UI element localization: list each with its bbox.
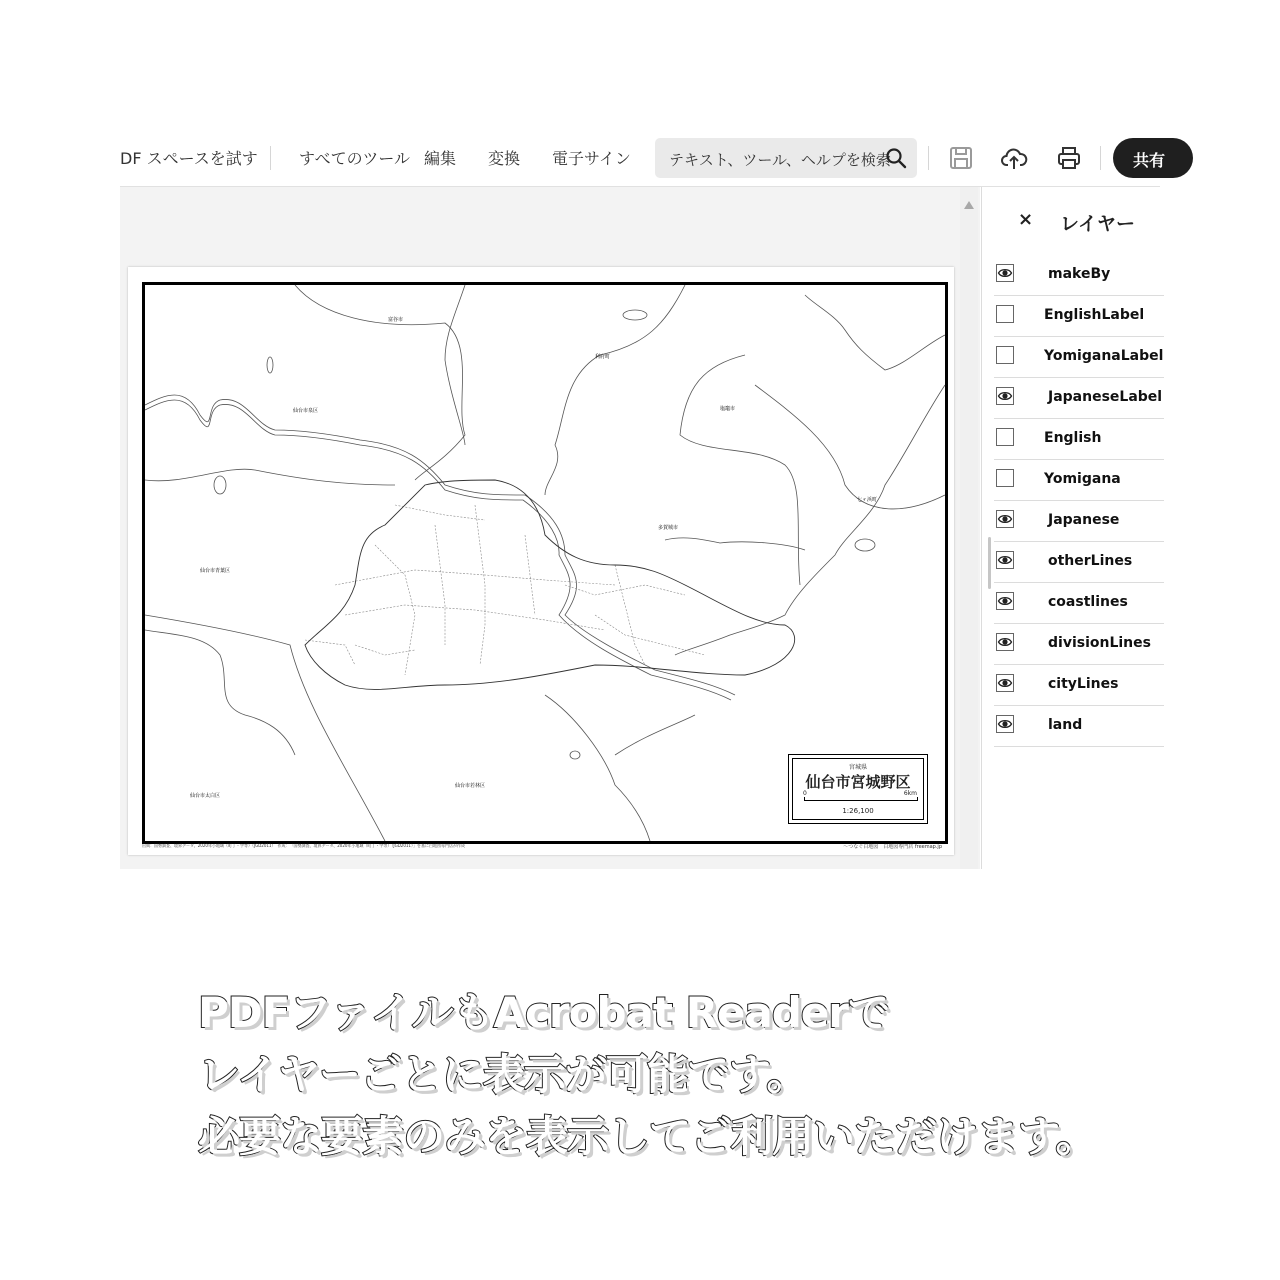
layers-panel-title: レイヤー	[1060, 213, 1136, 235]
layer-visibility-eye-icon[interactable]	[996, 510, 1014, 528]
map-scale: 1:26,100	[842, 807, 874, 815]
layer-visibility-eye-icon[interactable]	[996, 264, 1014, 282]
layer-visibility-eye-icon[interactable]	[996, 715, 1014, 733]
layer-row[interactable]	[994, 336, 1164, 378]
layer-visibility-eye-icon[interactable]	[996, 674, 1014, 692]
search-input[interactable]: テキスト、ツール、ヘルプを検索	[669, 151, 891, 169]
scale-bar	[804, 797, 918, 801]
layer-name: Japanese	[1048, 512, 1120, 528]
layer-row[interactable]	[994, 623, 1164, 665]
map-credit: 〜つなぐ白地図 白地図専門店 freemap.jp	[843, 844, 942, 850]
layer-name: JapaneseLabel	[1048, 389, 1163, 405]
layer-row[interactable]	[994, 418, 1164, 460]
layer-name: English	[1044, 430, 1102, 446]
layer-name: otherLines	[1048, 553, 1133, 569]
map-label: 仙台市太白区	[190, 793, 221, 799]
map-source-note: 出典：国勢調査、境界データ、2020年小地域（町丁・字等）（JGD2011） 作成：「国勢調査、境界データ、2020年小地域（町丁・字等）（JGD2011）」を基に白地図専門店が作成	[142, 843, 465, 848]
close-panel-button[interactable]: ×	[1018, 209, 1034, 230]
map-frame	[142, 282, 948, 844]
search-box[interactable]	[655, 138, 917, 178]
map-label: 利府町	[595, 354, 611, 360]
layer-visibility-checkbox[interactable]	[996, 469, 1014, 487]
layer-visibility-checkbox[interactable]	[996, 305, 1014, 323]
layers-panel	[981, 187, 1164, 869]
caption-line-2: レイヤーごとに表示が可能です。	[198, 1050, 808, 1099]
scale-max: 6km	[903, 790, 917, 797]
layer-visibility-checkbox[interactable]	[996, 428, 1014, 446]
map-label: 富谷市	[388, 317, 404, 323]
search-icon[interactable]	[885, 147, 907, 169]
acrobat-toolbar	[120, 130, 1166, 187]
share-button-label: 共有	[1133, 151, 1166, 170]
map-label: 七ヶ浜町	[857, 497, 878, 503]
layer-visibility-checkbox[interactable]	[996, 346, 1014, 364]
share-button[interactable]	[1113, 138, 1193, 178]
print-icon[interactable]	[1056, 145, 1082, 171]
map-label: 仙台市泉区	[293, 408, 319, 414]
save-icon[interactable]	[948, 145, 974, 171]
map-label: 仙台市若林区	[455, 783, 486, 789]
map-title: 仙台市宮城野区	[805, 773, 911, 791]
layer-row[interactable]	[994, 377, 1164, 419]
map-title-box	[788, 754, 928, 824]
scale-min: 0	[803, 790, 807, 797]
caption-line-1: PDFファイルもAcrobat Readerで	[198, 988, 890, 1037]
layer-name: EnglishLabel	[1044, 307, 1145, 323]
layer-name: makeBy	[1048, 266, 1111, 282]
layer-visibility-eye-icon[interactable]	[996, 387, 1014, 405]
layer-name: YomiganaLabel	[1044, 348, 1164, 364]
layer-visibility-eye-icon[interactable]	[996, 592, 1014, 610]
layer-row[interactable]	[994, 582, 1164, 624]
layer-name: land	[1048, 717, 1083, 733]
layer-row[interactable]	[994, 459, 1164, 501]
map-prefecture: 宮城県	[848, 764, 867, 771]
layer-name: cityLines	[1048, 676, 1119, 692]
layer-name: divisionLines	[1048, 635, 1151, 651]
layer-row[interactable]	[994, 500, 1164, 542]
map-label: 塩竈市	[720, 406, 736, 412]
panel-scroll-thumb[interactable]	[988, 537, 991, 589]
try-pdf-space-link[interactable]: DF スペースを試す	[120, 149, 258, 168]
layer-row[interactable]	[994, 295, 1164, 337]
caption-line-3: 必要な要素のみを表示してご利用いただけます。	[198, 1112, 1097, 1161]
document-viewer[interactable]	[120, 187, 980, 869]
layer-row[interactable]	[994, 664, 1164, 706]
pdf-page	[128, 267, 954, 855]
layer-name: Yomigana	[1044, 471, 1121, 487]
layer-row[interactable]	[994, 705, 1164, 747]
map-label: 仙台市青葉区	[200, 568, 231, 574]
toolbar-divider	[1100, 146, 1101, 170]
map-label: 多賀城市	[658, 525, 679, 531]
layer-name: coastlines	[1048, 594, 1128, 610]
toolbar-divider	[928, 146, 929, 170]
layer-visibility-eye-icon[interactable]	[996, 551, 1014, 569]
layer-visibility-eye-icon[interactable]	[996, 633, 1014, 651]
upload-cloud-icon[interactable]	[1001, 145, 1027, 171]
vertical-scrollbar[interactable]	[960, 187, 978, 869]
scroll-up-arrow-icon[interactable]	[964, 201, 974, 209]
toolbar-divider	[270, 146, 271, 170]
edit-menu[interactable]: 編集	[424, 149, 457, 168]
all-tools-menu[interactable]: すべてのツール	[299, 149, 411, 168]
layer-row[interactable]	[994, 541, 1164, 583]
convert-menu[interactable]: 変換	[488, 149, 521, 168]
layer-row[interactable]	[994, 254, 1164, 296]
esign-menu[interactable]: 電子サイン	[552, 149, 631, 168]
